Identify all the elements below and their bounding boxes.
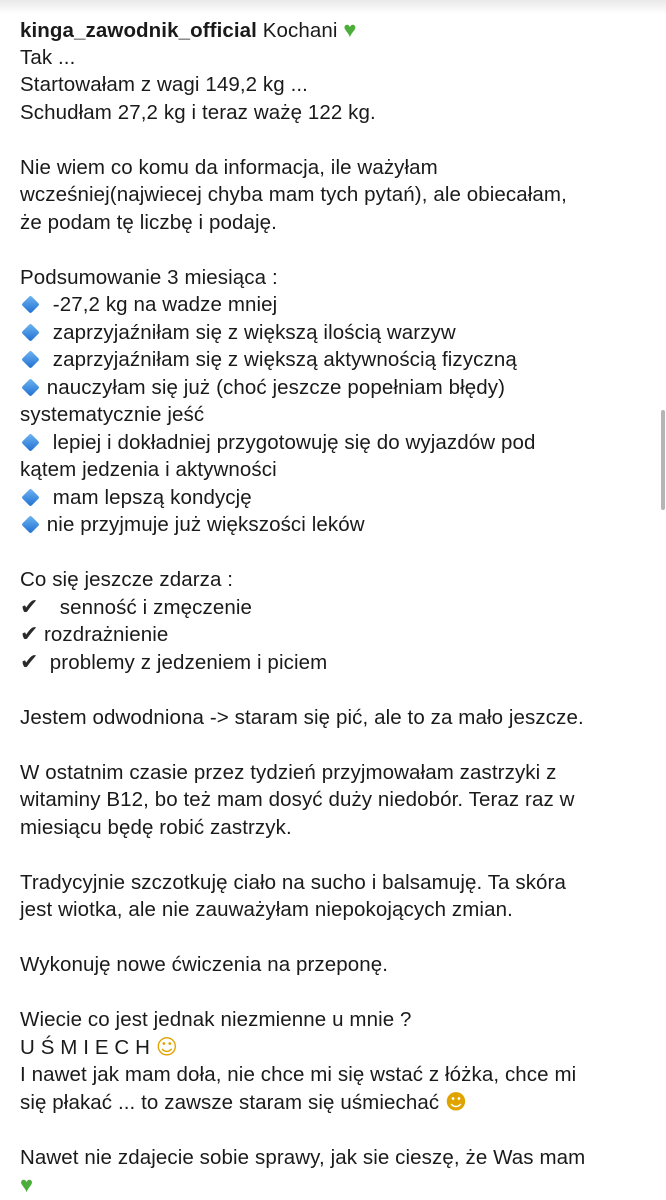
summary-item (20, 319, 650, 347)
caption-line: Tak ... (20, 45, 76, 69)
caption-line: Schudłam 27,2 kg i teraz ważę 122 kg. (20, 100, 376, 124)
summary-item-text: zaprzyjaźniłam się z większą aktywnością fizyczną (52, 348, 517, 371)
happens-item-text: problemy z jedzeniem i piciem (49, 650, 328, 674)
scrollbar-thumb[interactable] (661, 410, 665, 510)
summary-item (20, 346, 650, 374)
happens-item (20, 621, 650, 649)
summary-item (20, 291, 650, 319)
blue-diamond-icon (21, 295, 39, 313)
caption-line: Wiecie co jest jednak niezmienne u mnie ? (20, 1008, 412, 1031)
summary-item-text: zaprzyjaźniłam się z większą ilością warzyw (52, 320, 456, 344)
grinning-emoji-icon: ☻ (445, 1089, 468, 1114)
blue-diamond-icon (21, 488, 39, 506)
caption-first-line (20, 16, 650, 44)
blue-diamond-icon (21, 378, 39, 396)
top-fade (0, 0, 666, 14)
summary-item (20, 484, 650, 512)
scrollbar[interactable] (660, 0, 666, 1192)
summary-item-text: lepiej i dokładniej przygotowuję się do wyjazdów pod (52, 430, 536, 454)
username-link[interactable]: kinga_zawodnik_official (20, 19, 257, 42)
smile-word: U Ś M I E C H (20, 1035, 151, 1059)
caption-greeting: Kochani (262, 19, 338, 42)
caption-line: że podam tę liczbę i podaję. (20, 210, 277, 234)
caption-line: Tradycyjnie szczotkuję ciało na sucho i balsamuję. Ta skóra (20, 870, 566, 894)
caption-line: Jestem odwodniona -> staram się pić, ale to za mało jeszcze. (20, 705, 584, 729)
summary-item (20, 429, 650, 457)
happens-item (20, 649, 650, 677)
happens-item-text: rozdrażnienie (44, 623, 169, 646)
summary-title: Podsumowanie 3 miesiąca : (20, 265, 278, 289)
star-struck-emoji-icon: ☺ (155, 1034, 178, 1059)
smile-word-line (20, 1034, 650, 1062)
smile-end-line (20, 1089, 650, 1117)
summary-item-text: nie przyjmuje już większości leków (46, 513, 365, 536)
check-mark-icon: ✔ (20, 622, 39, 647)
caption-line: Startowałam z wagi 149,2 kg ... (20, 73, 308, 96)
summary-item-continuation: systematycznie jeść (20, 403, 205, 426)
caption-line-end (20, 1171, 650, 1199)
summary-item-text: -27,2 kg na wadze mniej (52, 293, 278, 316)
summary-item-text: mam lepszą kondycję (52, 485, 252, 509)
blue-diamond-icon (21, 433, 39, 451)
blue-diamond-icon (21, 323, 39, 341)
caption-line: Wykonuję nowe ćwiczenia na przeponę. (20, 953, 389, 976)
caption-line: I nawet jak mam doła, nie chce mi się wstać z łóżka, chce mi (20, 1063, 577, 1086)
summary-item (20, 511, 650, 539)
summary-item (20, 374, 650, 402)
summary-item-continuation: kątem jedzenia i aktywności (20, 458, 277, 481)
green-heart-icon: ♥ (343, 17, 357, 42)
summary-item-text: nauczyłam się już (choć jeszcze popełniam błędy) (46, 375, 506, 399)
post-caption (20, 16, 650, 1199)
green-heart-icon: ♥ (20, 1172, 34, 1197)
blue-diamond-icon (21, 350, 39, 368)
happens-item (20, 594, 650, 622)
caption-line: Nawet nie zdajecie sobie sprawy, jak sie cieszę, że Was mam (20, 1145, 586, 1169)
caption-line: witaminy B12, bo też mam dosyć duży niedobór. Teraz raz w (20, 788, 575, 811)
caption-line: miesiącu będę robić zastrzyk. (20, 815, 292, 839)
happens-item-text: senność i zmęczenie (59, 595, 252, 619)
check-mark-icon: ✔ (20, 594, 39, 620)
caption-line: W ostatnim czasie przez tydzień przyjmowałam zastrzyki z (20, 760, 557, 784)
check-mark-icon: ✔ (20, 649, 39, 675)
caption-line: wcześniej(najwiecej chyba mam tych pytań), ale obiecałam, (20, 183, 567, 206)
blue-diamond-icon (21, 515, 39, 533)
caption-line: Nie wiem co komu da informacja, ile ważyłam (20, 155, 438, 179)
caption-line: jest wiotka, ale nie zauważyłam niepokojących zmian. (20, 898, 513, 921)
happens-title: Co się jeszcze zdarza : (20, 568, 234, 591)
caption-text: się płakać ... to zawsze staram się uśmiechać (20, 1090, 440, 1114)
